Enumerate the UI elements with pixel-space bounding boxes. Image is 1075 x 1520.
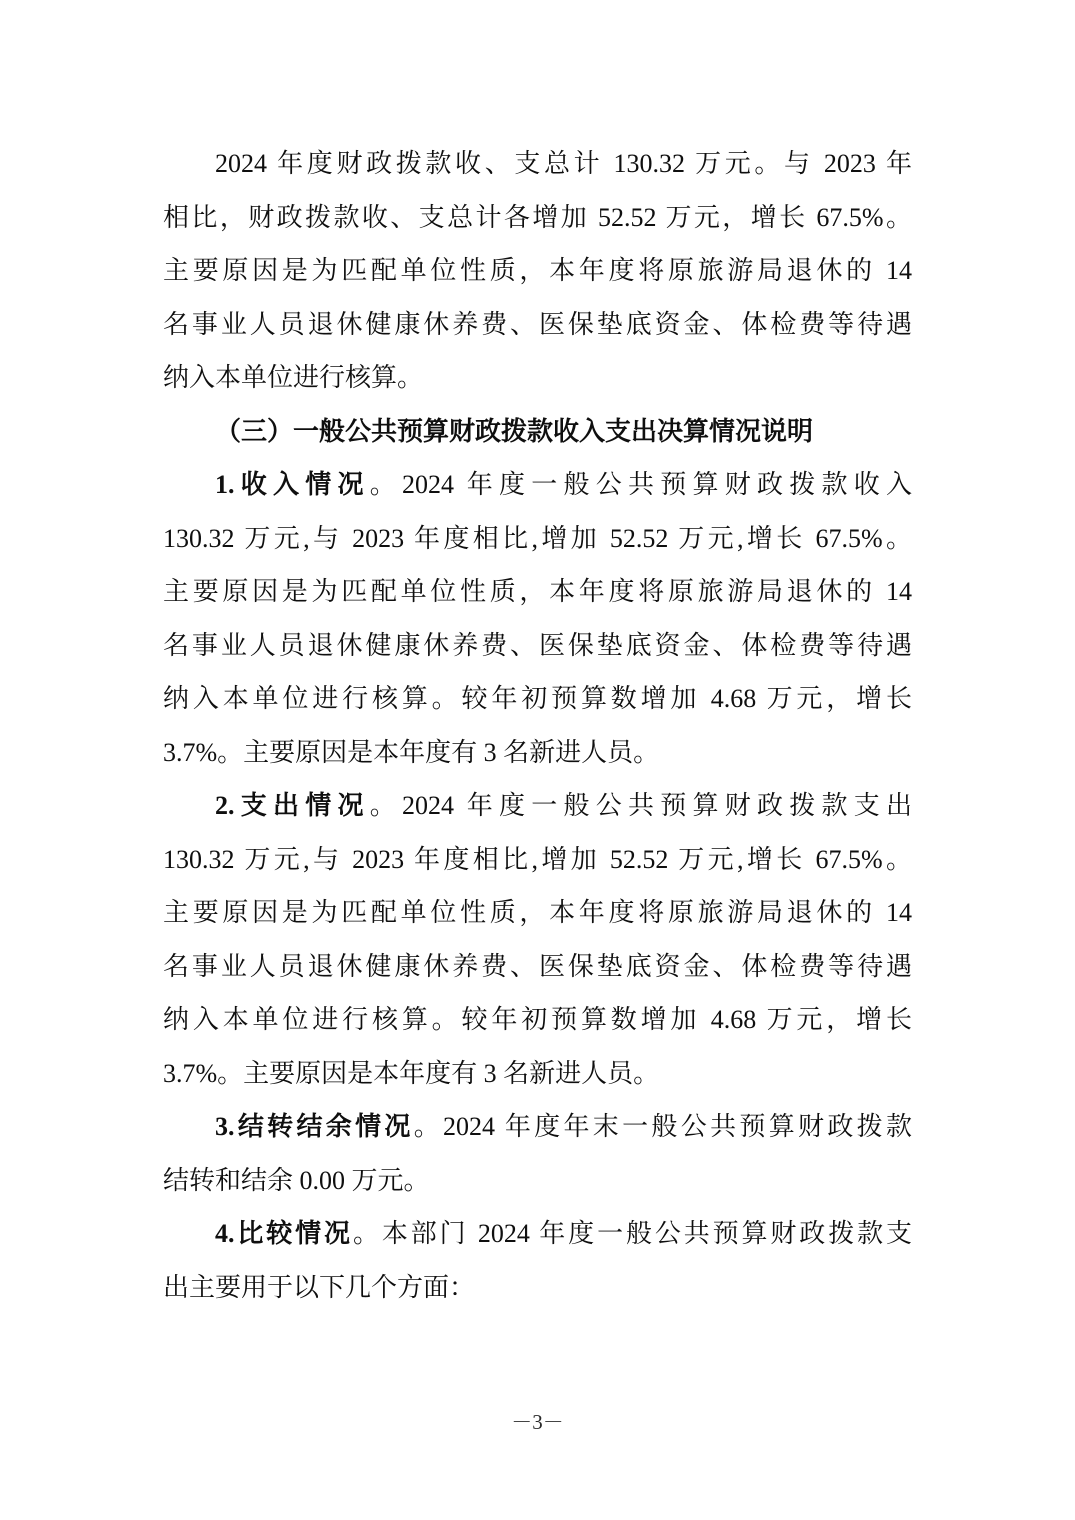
text-line [163,993,912,1047]
line-text: 出主要用于以下几个方面： [163,1272,476,1302]
line-text: 名事业人员退休健康休养费、医保垫底资金、体检费等待遇 [163,630,912,660]
page-number [0,1406,1075,1436]
text-line [163,244,912,298]
text-line [163,1261,912,1315]
text-line [163,1154,912,1208]
text-line [163,779,912,833]
subheading-carryover: 3.结转结余情况 [215,1112,414,1141]
line-text: 3.7%。主要原因是本年度有 3 名新进人员。 [163,737,660,767]
text-line [163,512,912,566]
line-text: 纳入本单位进行核算。较年初预算数增加 4.68 万元，增长 [163,1005,912,1034]
paragraph-carryover-balance [163,1100,912,1207]
line-text: 主要原因是为匹配单位性质，本年度将原旅游局退休的 14 [163,898,912,927]
text-line [163,351,912,405]
text-line [163,940,912,994]
text-line [163,1100,912,1154]
line-text: 130.32 万元,与 2023 年度相比,增加 52.52 万元,增长 67.5%。 [163,844,912,874]
subheading-comparison: 4.比较情况 [215,1219,353,1248]
section-three-budget-statement [163,405,912,459]
line-text: 。2024 年度一般公共预算财政拨款支出 [369,791,912,820]
text-line [163,298,912,352]
line-text: 。2024 年度一般公共预算财政拨款收入 [369,470,912,499]
text-line [163,886,912,940]
section-heading: （三）一般公共预算财政拨款收入支出决算情况说明 [215,416,814,446]
page-number-text: －3－ [511,1410,564,1434]
line-text: 130.32 万元,与 2023 年度相比,增加 52.52 万元,增长 67.5%。 [163,523,912,553]
line-text: 。本部门 2024 年度一般公共预算财政拨款支 [352,1219,912,1248]
text-line [163,137,912,191]
line-text: 3.7%。主要原因是本年度有 3 名新进人员。 [163,1058,660,1088]
paragraph-fiscal-total-summary [163,137,912,405]
text-line [163,672,912,726]
paragraph-expenditure-situation [163,779,912,1100]
line-text: 结转和结余 0.00 万元。 [163,1165,430,1195]
line-text: 2024 年度财政拨款收、支总计 130.32 万元。与 2023 年 [215,149,912,178]
line-text: 。2024 年度年末一般公共预算财政拨款 [413,1112,912,1141]
page-body [163,137,912,1314]
text-line [163,1207,912,1261]
paragraph-income-situation [163,458,912,779]
line-text: 主要原因是为匹配单位性质，本年度将原旅游局退休的 14 [163,256,912,285]
line-text: 名事业人员退休健康休养费、医保垫底资金、体检费等待遇 [163,309,912,339]
text-line [163,191,912,245]
paragraph-comparison [163,1207,912,1314]
text-line [163,726,912,780]
text-line [163,565,912,619]
text-line [163,1047,912,1101]
text-line [163,619,912,673]
line-text: 相比，财政拨款收、支总计各增加 52.52 万元，增长 67.5%。 [163,202,912,232]
line-text: 纳入本单位进行核算。 [163,363,424,392]
subheading-income: 1.收入情况 [215,470,370,499]
line-text: 名事业人员退休健康休养费、医保垫底资金、体检费等待遇 [163,951,912,981]
subheading-expenditure: 2.支出情况 [215,791,370,820]
text-line [163,833,912,887]
line-text: 纳入本单位进行核算。较年初预算数增加 4.68 万元，增长 [163,684,912,713]
text-line [163,458,912,512]
line-text: 主要原因是为匹配单位性质，本年度将原旅游局退休的 14 [163,577,912,606]
